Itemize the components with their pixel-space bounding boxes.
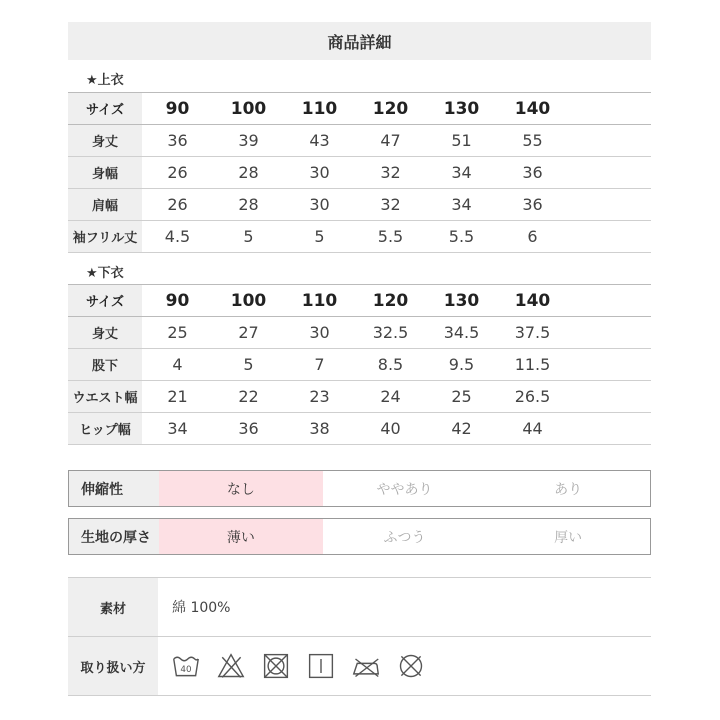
cell: 5.5: [426, 221, 497, 253]
cell: 11.5: [497, 349, 568, 381]
material-row: [68, 577, 651, 637]
wash-40-icon: [172, 652, 200, 680]
size-header: 140: [497, 93, 568, 125]
no-bleach-icon: [217, 652, 245, 680]
empty-cell: [568, 157, 651, 189]
cell: 51: [426, 125, 497, 157]
empty-cell: [568, 221, 651, 253]
cell: 24: [355, 381, 426, 413]
row-label: ヒップ幅: [68, 413, 142, 445]
bottom-size-table: [68, 284, 651, 445]
row-label: 身丈: [68, 317, 142, 349]
cell: 25: [142, 317, 213, 349]
cell: 47: [355, 125, 426, 157]
cell: 26: [142, 189, 213, 221]
thickness-option-thin: 薄い: [159, 519, 323, 554]
thickness-rating: [68, 518, 651, 555]
material-label: 素材: [68, 578, 158, 636]
cell: 4: [142, 349, 213, 381]
table-row: [68, 221, 651, 253]
cell: 26.5: [497, 381, 568, 413]
table-header-row: [68, 285, 651, 317]
cell: 21: [142, 381, 213, 413]
cell: 32: [355, 189, 426, 221]
cell: 34: [426, 157, 497, 189]
header-label: サイズ: [68, 285, 142, 317]
cell: 5: [213, 349, 284, 381]
cell: 30: [284, 317, 355, 349]
size-header: 140: [497, 285, 568, 317]
cell: 32.5: [355, 317, 426, 349]
table-header-row: [68, 93, 651, 125]
row-label: 身丈: [68, 125, 142, 157]
no-dry-clean-icon: [397, 652, 425, 680]
no-tumble-dry-icon: [262, 652, 290, 680]
row-label: 肩幅: [68, 189, 142, 221]
size-header: 130: [426, 93, 497, 125]
cell: 8.5: [355, 349, 426, 381]
cell: 55: [497, 125, 568, 157]
empty-cell: [568, 349, 651, 381]
cell: 37.5: [497, 317, 568, 349]
stretch-option-slight: ややあり: [376, 481, 433, 498]
cell: 26: [142, 157, 213, 189]
empty-cell: [568, 93, 651, 125]
cell: 34.5: [426, 317, 497, 349]
size-header: 100: [213, 285, 284, 317]
table-row: [68, 189, 651, 221]
cell: 39: [213, 125, 284, 157]
section-label-top: ★上衣: [86, 73, 124, 88]
table-row: [68, 317, 651, 349]
thickness-option-thick: 厚い: [554, 529, 583, 546]
size-header: 100: [213, 93, 284, 125]
cell: 28: [213, 157, 284, 189]
size-header: 90: [142, 285, 213, 317]
material-value: 綿 100%: [172, 600, 231, 616]
cell: 38: [284, 413, 355, 445]
empty-cell: [568, 317, 651, 349]
stretch-option-yes: あり: [554, 481, 583, 498]
cell: 30: [284, 189, 355, 221]
care-row: [68, 636, 651, 696]
care-label: 取り扱い方: [68, 637, 158, 695]
cell: 4.5: [142, 221, 213, 253]
empty-cell: [568, 189, 651, 221]
cell: 23: [284, 381, 355, 413]
cell: 5.5: [355, 221, 426, 253]
stretch-rating: [68, 470, 651, 507]
empty-cell: [568, 413, 651, 445]
size-header: 120: [355, 285, 426, 317]
empty-cell: [568, 381, 651, 413]
stretch-option-none: なし: [159, 471, 323, 506]
empty-cell: [568, 285, 651, 317]
cell: 22: [213, 381, 284, 413]
size-header: 90: [142, 93, 213, 125]
table-row: [68, 413, 651, 445]
size-header: 110: [284, 93, 355, 125]
cell: 36: [497, 157, 568, 189]
header-label: サイズ: [68, 93, 142, 125]
cell: 36: [142, 125, 213, 157]
empty-cell: [568, 125, 651, 157]
cell: 34: [142, 413, 213, 445]
cell: 6: [497, 221, 568, 253]
row-label: 袖フリル丈: [68, 221, 142, 253]
table-row: [68, 157, 651, 189]
iron-low-icon: [352, 652, 380, 680]
cell: 34: [426, 189, 497, 221]
table-row: [68, 125, 651, 157]
cell: 44: [497, 413, 568, 445]
section-label-bottom: ★下衣: [86, 266, 124, 281]
cell: 40: [355, 413, 426, 445]
row-label: 身幅: [68, 157, 142, 189]
cell: 25: [426, 381, 497, 413]
cell: 42: [426, 413, 497, 445]
thickness-label: 生地の厚さ: [69, 519, 159, 554]
cell: 36: [497, 189, 568, 221]
cell: 5: [284, 221, 355, 253]
line-dry-icon: [307, 652, 335, 680]
cell: 9.5: [426, 349, 497, 381]
cell: 27: [213, 317, 284, 349]
wash-temp-text: 40: [180, 665, 192, 676]
table-row: [68, 349, 651, 381]
size-header: 120: [355, 93, 426, 125]
cell: 5: [213, 221, 284, 253]
page-title: 商品詳細: [68, 22, 651, 60]
row-label: ウエスト幅: [68, 381, 142, 413]
cell: 28: [213, 189, 284, 221]
cell: 32: [355, 157, 426, 189]
care-icons: [158, 637, 651, 695]
table-row: [68, 381, 651, 413]
size-header: 130: [426, 285, 497, 317]
thickness-option-normal: ふつう: [383, 529, 426, 546]
cell: 30: [284, 157, 355, 189]
row-label: 股下: [68, 349, 142, 381]
cell: 7: [284, 349, 355, 381]
cell: 43: [284, 125, 355, 157]
size-header: 110: [284, 285, 355, 317]
stretch-label: 伸縮性: [69, 471, 159, 506]
cell: 36: [213, 413, 284, 445]
top-size-table: [68, 92, 651, 253]
